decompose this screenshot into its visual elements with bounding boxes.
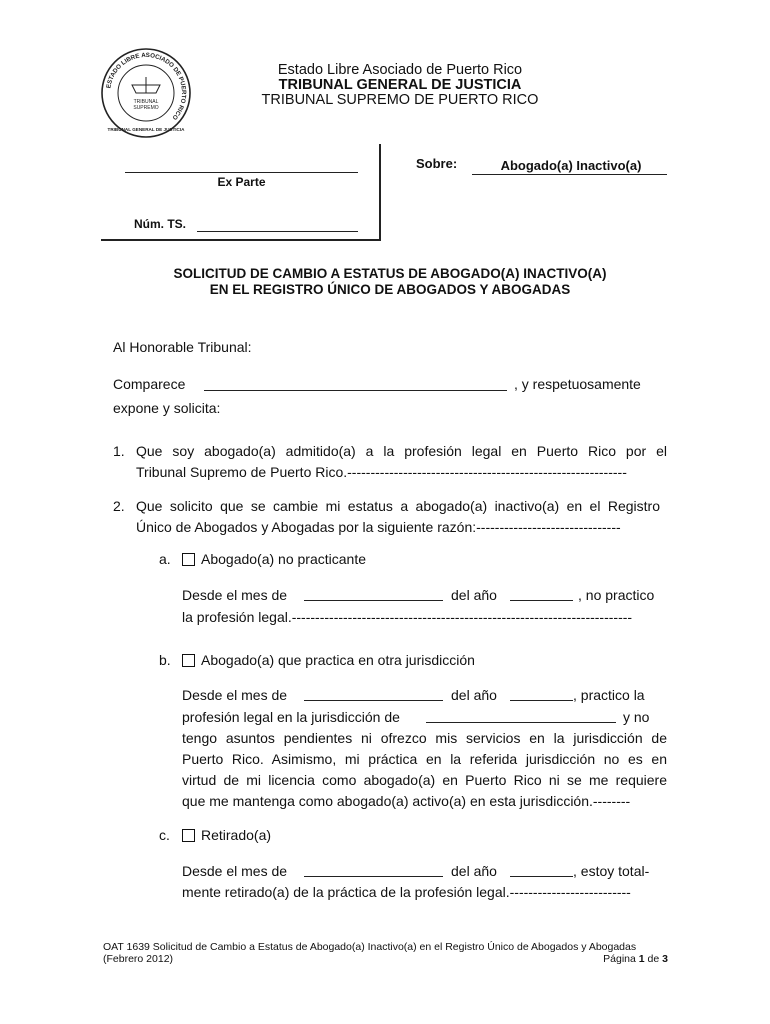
option-c-year-line[interactable] — [510, 876, 573, 877]
option-b-checkbox[interactable] — [182, 654, 195, 667]
item-1-line-2: Tribunal Supremo de Puerto Rico.------------------------------------------------------------ — [136, 464, 627, 480]
caption-bottom-border — [101, 239, 381, 241]
option-a[interactable] — [182, 549, 366, 570]
option-b-tail: , practico la — [573, 687, 645, 703]
option-c-line-2: mente retirado(a) de la práctica de la profesión legal.-------------------------- — [182, 884, 631, 900]
header-line-2: TRIBUNAL GENERAL DE JUSTICIA — [278, 77, 522, 93]
option-c-month-line[interactable] — [304, 876, 443, 877]
num-ts-line[interactable] — [197, 231, 358, 232]
respetuosamente-text: , y respetuosamente — [514, 376, 641, 392]
option-b-letter: b. — [159, 652, 171, 668]
page-word: Página — [603, 953, 636, 965]
option-a-del-ano: del año — [451, 587, 497, 603]
option-b-line-2b: y no — [623, 709, 650, 725]
item-2-number: 2. — [113, 498, 125, 514]
salutation: Al Honorable Tribunal: — [113, 339, 252, 355]
sobre-label: Sobre: — [416, 156, 458, 171]
option-b[interactable] — [182, 650, 475, 671]
seal-ring-text: ESTADO LIBRE ASOCIADO DE PUERTO RICO — [105, 51, 188, 121]
option-a-letter: a. — [159, 551, 171, 567]
option-c-tail: , estoy total- — [573, 863, 650, 879]
ex-parte-name-line[interactable] — [125, 172, 358, 173]
option-b-del-ano: del año — [451, 687, 497, 703]
option-c-desde: Desde el mes de — [182, 863, 288, 879]
option-c-del-ano: del año — [451, 863, 497, 879]
item-2-line-1: Que solicito que se cambie mi estatus a abogado(a) inactivo(a) en el Registro — [136, 498, 660, 514]
seal-inner-text-2: SUPREMO — [133, 105, 159, 111]
option-b-label: Abogado(a) que practica en otra jurisdicción — [201, 652, 475, 668]
option-b-line-3: tengo asuntos pendientes ni ofrezco mis servicios en la jurisdicción de — [182, 730, 667, 746]
option-b-line-4: Puerto Rico. Asimismo, mi práctica en la referida jurisdicción no es en — [182, 751, 667, 767]
option-c-checkbox[interactable] — [182, 829, 195, 842]
header-line-1: Estado Libre Asociado de Puerto Rico — [277, 62, 523, 78]
footer-date-line: (Febrero 2012) — [103, 953, 174, 965]
option-b-line-2a: profesión legal en la jurisdicción de — [182, 709, 400, 725]
caption-right-border — [379, 144, 381, 241]
seal-inner-text-1: TRIBUNAL — [133, 99, 159, 105]
comparece-label: Comparece — [113, 376, 186, 392]
option-b-year-line[interactable] — [510, 700, 573, 701]
option-a-label: Abogado(a) no practicante — [201, 551, 366, 567]
option-b-month-line[interactable] — [304, 700, 443, 701]
option-a-desde: Desde el mes de — [182, 587, 288, 603]
option-a-year-line[interactable] — [510, 600, 573, 601]
footer-page-number — [560, 953, 668, 965]
page-of: de — [647, 953, 660, 965]
sobre-underline — [472, 174, 667, 175]
form-title-line-2: EN EL REGISTRO ÚNICO DE ABOGADOS Y ABOGADAS — [209, 282, 571, 297]
option-c-letter: c. — [159, 827, 170, 843]
seal-bottom-text: TRIBUNAL GENERAL DE JUSTICIA — [107, 127, 185, 132]
option-a-month-line[interactable] — [304, 600, 443, 601]
page-current: 1 — [638, 953, 645, 965]
sobre-value: Abogado(a) Inactivo(a) — [500, 158, 642, 173]
option-a-line-2: la profesión legal.------------------------------------------------------------------------- — [182, 609, 633, 625]
comparece-name-line[interactable] — [204, 390, 507, 391]
header-line-3: TRIBUNAL SUPREMO DE PUERTO RICO — [261, 92, 539, 108]
page-total: 3 — [662, 953, 668, 965]
option-c[interactable] — [182, 825, 271, 846]
num-ts-label: Núm. TS. — [134, 217, 187, 231]
option-c-label: Retirado(a) — [201, 827, 272, 843]
option-b-line-6: que me mantenga como abogado(a) activo(a) en esta jurisdicción.-------- — [182, 793, 631, 809]
expone-text: expone y solicita: — [113, 400, 221, 416]
footer-form-line: OAT 1639 Solicitud de Cambio a Estatus de Abogado(a) Inactivo(a) en el Registro Único de Abogados y Abogadas — [103, 941, 637, 953]
item-2-line-2: Único de Abogados y Abogadas por la siguiente razón:------------------------------- — [136, 519, 621, 535]
option-b-line-5: virtud de mi licencia como abogado(a) en Puerto Rico ni se me requiere — [182, 772, 667, 788]
option-b-jurisdiction-line[interactable] — [426, 722, 616, 723]
option-b-desde: Desde el mes de — [182, 687, 288, 703]
option-a-checkbox[interactable] — [182, 553, 195, 566]
item-1-number: 1. — [113, 443, 125, 459]
option-a-tail: , no practico — [578, 587, 655, 603]
ex-parte-label: Ex Parte — [217, 175, 266, 189]
court-seal — [100, 47, 192, 139]
form-title-line-1: SOLICITUD DE CAMBIO A ESTATUS DE ABOGADO(A) INACTIVO(A) — [173, 266, 607, 281]
item-1-line-1: Que soy abogado(a) admitido(a) a la profesión legal en Puerto Rico por el — [136, 443, 667, 459]
